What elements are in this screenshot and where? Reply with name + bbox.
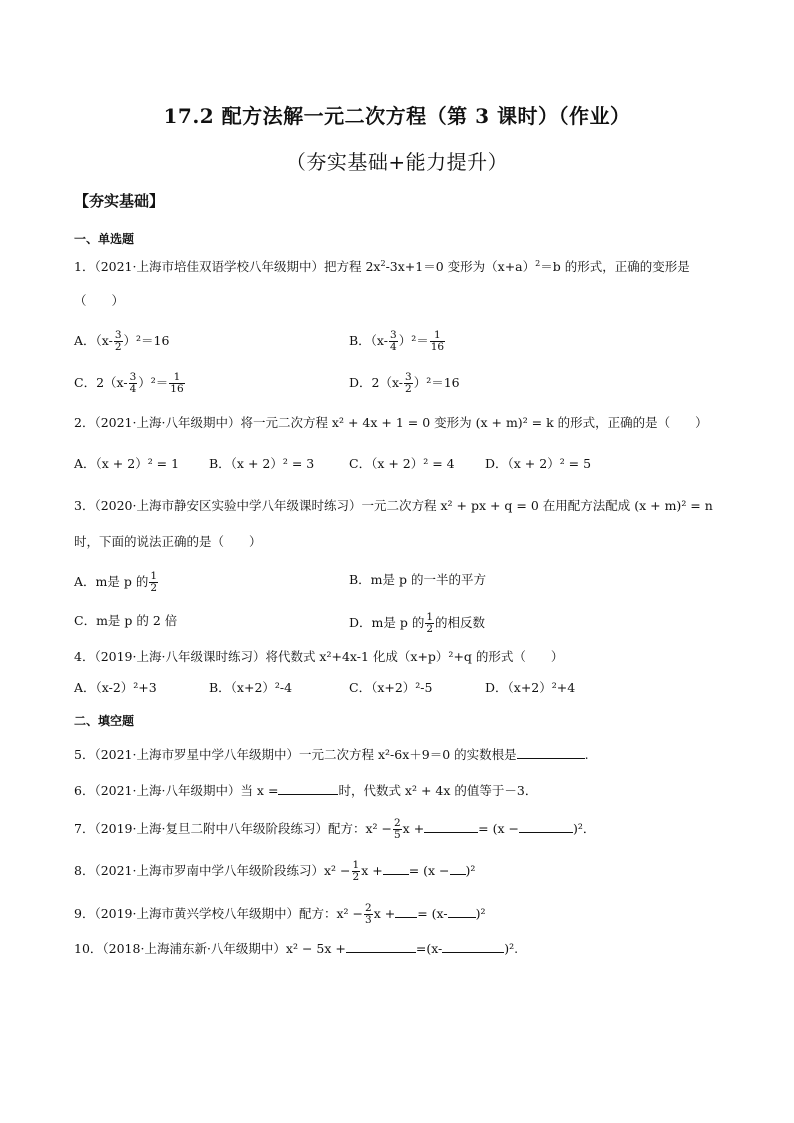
answer-blank[interactable] [424, 820, 478, 833]
answer-blank[interactable] [383, 862, 409, 875]
answer-blank[interactable] [517, 746, 585, 759]
question-2-option-b: B．（x + 2）² = 3 [209, 456, 315, 471]
question-6: 6．（2021·上海·八年级期中）当 x = 时，代数式 x² + 4x 的值等于－3． [74, 783, 538, 798]
question-5: 5．（2021·上海市罗星中学八年级期中）一元二次方程 x²-6x＋9＝0 的实数根是 . [74, 747, 589, 762]
question-3-stem: 3．（2020·上海市静安区实验中学八年级课时练习）一元二次方程 x² + px + q = 0 在用配方法配成 (x + m)² = n [74, 498, 713, 513]
question-1-option-d: D．2（x- $\frac{3}{2}$ ）²＝16 [349, 371, 460, 395]
question-4-stem: 4．（2019·上海·八年级课时练习）将代数式 x²+4x-1 化成（x+p）²+q 的形式（ ） [74, 649, 564, 664]
question-4-option-a: A．（x-2）²+3 [74, 680, 157, 695]
question-3-option-c: C．m是 p 的 2 倍 [74, 613, 178, 628]
question-2-option-a: A．（x + 2）² = 1 [74, 456, 180, 471]
page-subtitle: （夯实基础+能力提升） [285, 150, 509, 174]
question-3-option-b: B．m是 p 的一半的平方 [349, 572, 486, 587]
part-heading-fill-blank: 二、填空题 [74, 714, 135, 728]
question-3-option-d: D．m是 p 的 $\frac{1}{2}$ 的相反数 [349, 611, 486, 635]
question-4-option-d: D．（x+2）²+4 [485, 680, 576, 695]
question-10: 10．（2018·上海浦东新·八年级期中）x² − 5x + =(x- )². [74, 941, 519, 956]
answer-blank[interactable] [450, 862, 466, 875]
part-heading-single-choice: 一、单选题 [74, 232, 135, 246]
question-2-stem: 2．（2021·上海·八年级期中）将一元二次方程 x² + 4x + 1 = 0 变形为 (x + m)² = k 的形式，正确的是（ ） [74, 415, 708, 430]
question-4-option-b: B．（x+2）²-4 [209, 680, 293, 695]
question-1-paren: （ ） [74, 293, 125, 308]
question-1-option-b: B．（x- $\frac{3}{4}$ ）²＝ $\frac{1}{16}$ [349, 329, 445, 353]
question-3-option-a: A．m是 p 的 $\frac{1}{2}$ [74, 570, 158, 594]
question-1-option-c: C．2（x- $\frac{3}{4}$ ）²＝ $\frac{1}{16}$ [74, 371, 184, 395]
answer-blank[interactable] [448, 905, 476, 918]
question-7: 7．（2019·上海·复旦二附中八年级阶段练习）配方：x² − $\frac{2}{5}$ x + = (x − )²． [74, 817, 596, 841]
question-2-option-c: C．（x + 2）² = 4 [349, 456, 455, 471]
answer-blank[interactable] [278, 782, 338, 795]
question-8: 8．（2021·上海市罗南中学八年级阶段练习）x² − $\frac{1}{2}$ x + = (x − )² [74, 859, 476, 883]
question-9: 9．（2019·上海市黄兴学校八年级期中）配方：x² − $\frac{2}{3}$ x + = (x- )² [74, 902, 486, 926]
question-4-option-c: C．（x+2）²-5 [349, 680, 433, 695]
answer-blank[interactable] [442, 940, 504, 953]
question-2-option-d: D．（x + 2）² = 5 [485, 456, 592, 471]
question-1-stem: 1．（2021·上海市培佳双语学校八年级期中）把方程 $2x^2-3x+1=0$ 变形为$(x+a)^2=b$ 的形式，正确的变形是 [74, 258, 690, 274]
question-3-stem-continued: 时，下面的说法正确的是（ ） [74, 534, 262, 549]
question-1-option-a: A．（x- $\frac{3}{2}$ ）²＝16 [74, 329, 170, 353]
page-title: 17.2 配方法解一元二次方程（第 3 课时）（作业） [163, 104, 631, 128]
section-heading: 【夯实基础】 [74, 192, 165, 210]
answer-blank[interactable] [346, 940, 416, 953]
answer-blank[interactable] [519, 820, 573, 833]
answer-blank[interactable] [395, 905, 417, 918]
